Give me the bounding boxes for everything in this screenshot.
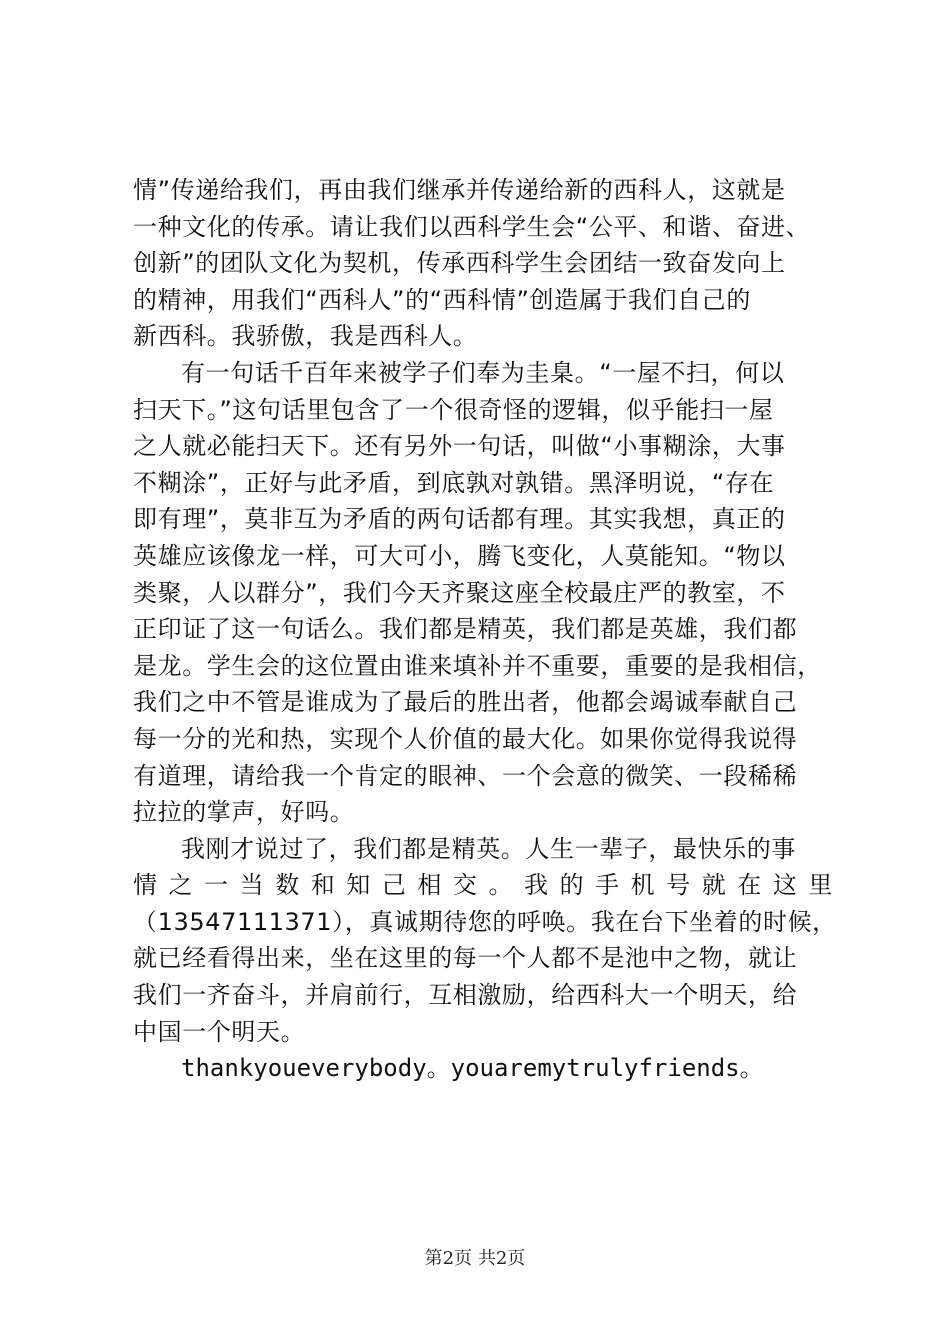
text-line: 扫天下。”这句话里包含了一个很奇怪的逻辑，似乎能扫一屋: [133, 395, 774, 424]
text-line: 情”传递给我们，再由我们继承并传递给新的西科人，这就是: [133, 176, 786, 204]
justified-char: 交: [452, 871, 478, 900]
text-line: 正印证了这一句话么。我们都是精英，我们都是英雄，我们都: [133, 615, 798, 644]
text-line: 一种文化的传承。请让我们以西科学生会“公平、和谐、奋进、: [133, 212, 811, 241]
paragraph-start-line: 我刚才说过了，我们都是精英。人生一辈子，最快乐的事: [181, 834, 796, 863]
justified-char: 当: [239, 871, 265, 900]
closing-line: thankyoueverybody。youaremytrulyfriends。: [181, 1054, 764, 1083]
text-line: 每一分的光和热，实现个人价值的最大化。如果你觉得我说得: [133, 724, 798, 753]
text-line: 我们一齐奋斗，并肩前行，互相激励，给西科大一个明天，给: [133, 981, 798, 1010]
justified-char: 相: [417, 871, 442, 900]
justified-char: 数: [275, 871, 300, 900]
justified-char: 手: [595, 871, 620, 900]
justified-text-line: [133, 867, 833, 904]
justified-char: 之: [168, 871, 194, 900]
text-line: 我们之中不管是谁成为了最后的胜出者，他都会竭诚奉献自己: [133, 688, 798, 717]
text-line: 的精神，用我们“西科人”的“西科情”创造属于我们自己的: [133, 285, 751, 314]
text-line: 即有理”，莫非互为矛盾的两句话都有理。其实我想，真正的: [133, 505, 786, 534]
justified-char: 机: [630, 871, 656, 900]
text-line: 创新”的团队文化为契机，传承西科学生会团结一致奋发向上: [133, 249, 786, 278]
justified-char: 。: [488, 871, 514, 900]
text-line: （13547111371），真诚期待您的呼唤。我在台下坐着的时候，: [133, 907, 837, 936]
justified-char: 己: [381, 871, 407, 900]
justified-char: 情: [133, 871, 158, 900]
justified-char: 里: [808, 871, 833, 900]
text-line: 不糊涂”，正好与此矛盾，到底孰对孰错。黑泽明说，“存在: [133, 468, 775, 497]
justified-char: 的: [559, 871, 585, 900]
page-footer: 第2页 共2页: [424, 1248, 526, 1269]
text-line: 中国一个明天。: [133, 1017, 306, 1046]
text-line: 新西科。我骄傲，我是西科人。: [133, 322, 478, 351]
text-line: 之人就必能扫天下。还有另外一句话，叫做“小事糊涂，大事: [133, 432, 786, 461]
justified-char: 一: [204, 871, 229, 900]
justified-char: 号: [666, 871, 691, 900]
text-line: 拉拉的掌声，好吗。: [133, 798, 355, 827]
text-line: 是龙。学生会的这位置由谁来填补并不重要，重要的是我相信，: [133, 651, 822, 680]
justified-char: 知: [346, 871, 371, 900]
justified-char: 这: [772, 871, 798, 900]
text-line: 类聚，人以群分”，我们今天齐聚这座全校最庄严的教室，不: [133, 578, 786, 607]
justified-char: 和: [310, 871, 336, 900]
text-line: 就已经看得出来，坐在这里的每一个人都不是池中之物，就让: [133, 944, 798, 973]
justified-char: 我: [524, 871, 549, 900]
text-line: 英雄应该像龙一样，可大可小，腾飞变化，人莫能知。“物以: [133, 541, 786, 570]
justified-char: 就: [701, 871, 727, 900]
justified-char: 在: [737, 871, 762, 900]
text-line: 有道理，请给我一个肯定的眼神、一个会意的微笑、一段稀稀: [133, 761, 798, 790]
paragraph-start-line: 有一句话千百年来被学子们奉为圭臬。“一屋不扫，何以: [181, 358, 785, 387]
document-body: [133, 172, 837, 1087]
